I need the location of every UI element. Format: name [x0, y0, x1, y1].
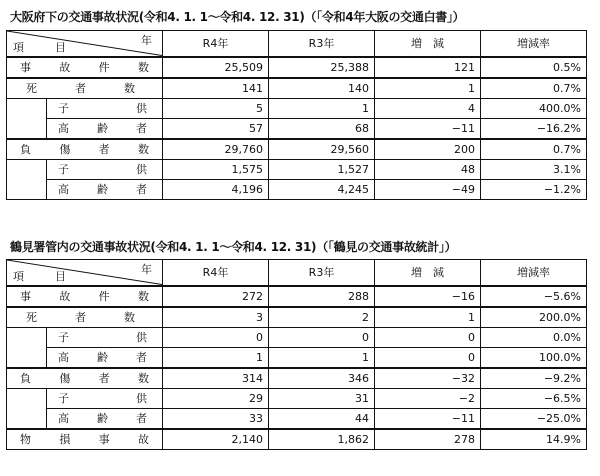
cell-rate: −9.2% — [481, 368, 587, 389]
cell-r3: 68 — [269, 118, 375, 139]
cell-rate: 100.0% — [481, 347, 587, 368]
cell-r3: 25,388 — [269, 57, 375, 78]
cell-r4: 0 — [163, 327, 269, 347]
row-label: 子 供 — [47, 388, 163, 408]
cell-r3: 31 — [269, 388, 375, 408]
indent-cell — [7, 347, 47, 368]
cell-r3: 1,527 — [269, 159, 375, 179]
cell-r3: 1,862 — [269, 429, 375, 450]
cell-r4: 29,760 — [163, 139, 269, 160]
cell-rate: −1.2% — [481, 179, 587, 199]
table-row — [7, 179, 587, 199]
cell-change: −11 — [375, 118, 481, 139]
row-label: 事 故 件 数 — [7, 286, 163, 307]
header-corner-cell — [7, 31, 163, 57]
cell-rate: 3.1% — [481, 159, 587, 179]
cell-rate: −6.5% — [481, 388, 587, 408]
cell-r4: 2,140 — [163, 429, 269, 450]
row-label: 子 供 — [47, 327, 163, 347]
cell-r4: 3 — [163, 307, 269, 328]
cell-r4: 25,509 — [163, 57, 269, 78]
cell-r4: 1,575 — [163, 159, 269, 179]
row-label: 物 損 事 故 — [7, 429, 163, 450]
table-row — [7, 388, 587, 408]
cell-r3: 288 — [269, 286, 375, 307]
row-label: 負 傷 者 数 — [7, 139, 163, 160]
col-header-r3: R3年 — [269, 31, 375, 57]
cell-r3: 1 — [269, 98, 375, 118]
table-row — [7, 98, 587, 118]
row-label: 高 齢 者 — [47, 179, 163, 199]
cell-change: −49 — [375, 179, 481, 199]
table-row — [7, 159, 587, 179]
col-header-rate: 増減率 — [481, 31, 587, 57]
cell-rate: 0.7% — [481, 139, 587, 160]
cell-rate: 14.9% — [481, 429, 587, 450]
table1-title: 大阪府下の交通事故状況(令和4. 1. 1～令和4. 12. 31)（「令和4年大阪の交通白書」） — [10, 10, 465, 24]
table-header-row — [7, 260, 587, 286]
col-header-rate: 増減率 — [481, 260, 587, 286]
cell-change: 278 — [375, 429, 481, 450]
cell-r3: 44 — [269, 408, 375, 429]
cell-rate: 0.0% — [481, 327, 587, 347]
cell-r4: 5 — [163, 98, 269, 118]
cell-change: 1 — [375, 78, 481, 99]
table-row — [7, 429, 587, 450]
row-label: 子 供 — [47, 159, 163, 179]
table-row — [7, 286, 587, 307]
cell-r4: 1 — [163, 347, 269, 368]
header-item-label: 項 目 — [13, 40, 76, 54]
indent-cell — [7, 159, 47, 179]
table-row — [7, 139, 587, 160]
cell-r3: 346 — [269, 368, 375, 389]
cell-change: 4 — [375, 98, 481, 118]
cell-r3: 29,560 — [269, 139, 375, 160]
row-label: 高 齢 者 — [47, 347, 163, 368]
indent-cell — [7, 408, 47, 429]
indent-cell — [7, 179, 47, 199]
indent-cell — [7, 98, 47, 118]
indent-cell — [7, 118, 47, 139]
table-row — [7, 78, 587, 99]
row-label: 高 齢 者 — [47, 118, 163, 139]
table2-title: 鶴見署管内の交通事故状況(令和4. 1. 1～令和4. 12. 31)（「鶴見の交通事故統計」） — [10, 240, 457, 254]
cell-change: 200 — [375, 139, 481, 160]
cell-change: −32 — [375, 368, 481, 389]
table-row — [7, 408, 587, 429]
row-label: 高 齢 者 — [47, 408, 163, 429]
cell-rate: −16.2% — [481, 118, 587, 139]
cell-r4: 314 — [163, 368, 269, 389]
cell-rate: −25.0% — [481, 408, 587, 429]
cell-r3: 0 — [269, 327, 375, 347]
cell-rate: 0.5% — [481, 57, 587, 78]
row-label: 死 者 数 — [7, 307, 163, 328]
cell-rate: 400.0% — [481, 98, 587, 118]
col-header-r4: R4年 — [163, 260, 269, 286]
cell-r3: 140 — [269, 78, 375, 99]
table-row — [7, 118, 587, 139]
osaka-accident-table — [6, 30, 587, 200]
cell-r3: 2 — [269, 307, 375, 328]
cell-r4: 141 — [163, 78, 269, 99]
cell-r4: 33 — [163, 408, 269, 429]
indent-cell — [7, 327, 47, 347]
cell-r3: 1 — [269, 347, 375, 368]
table-row — [7, 347, 587, 368]
col-header-change: 増 減 — [375, 260, 481, 286]
cell-change: 1 — [375, 307, 481, 328]
cell-change: 0 — [375, 347, 481, 368]
cell-r4: 57 — [163, 118, 269, 139]
cell-change: 0 — [375, 327, 481, 347]
indent-cell — [7, 388, 47, 408]
table-row — [7, 368, 587, 389]
tsurumi-accident-table — [6, 259, 587, 450]
col-header-r3: R3年 — [269, 260, 375, 286]
table-header-row — [7, 31, 587, 57]
cell-change: 121 — [375, 57, 481, 78]
table-row — [7, 57, 587, 78]
row-label: 事 故 件 数 — [7, 57, 163, 78]
header-corner-cell — [7, 260, 163, 286]
col-header-change: 増 減 — [375, 31, 481, 57]
cell-r3: 4,245 — [269, 179, 375, 199]
cell-change: −11 — [375, 408, 481, 429]
cell-rate: 200.0% — [481, 307, 587, 328]
row-label: 負 傷 者 数 — [7, 368, 163, 389]
cell-r4: 29 — [163, 388, 269, 408]
cell-change: 48 — [375, 159, 481, 179]
row-label: 死 者 数 — [7, 78, 163, 99]
table-row — [7, 327, 587, 347]
table-row — [7, 307, 587, 328]
header-year-label: 年 — [141, 263, 152, 276]
row-label: 子 供 — [47, 98, 163, 118]
header-year-label: 年 — [141, 34, 152, 47]
cell-r4: 272 — [163, 286, 269, 307]
cell-change: −16 — [375, 286, 481, 307]
col-header-r4: R4年 — [163, 31, 269, 57]
cell-rate: 0.7% — [481, 78, 587, 99]
cell-change: −2 — [375, 388, 481, 408]
cell-r4: 4,196 — [163, 179, 269, 199]
header-item-label: 項 目 — [13, 269, 76, 283]
cell-rate: −5.6% — [481, 286, 587, 307]
